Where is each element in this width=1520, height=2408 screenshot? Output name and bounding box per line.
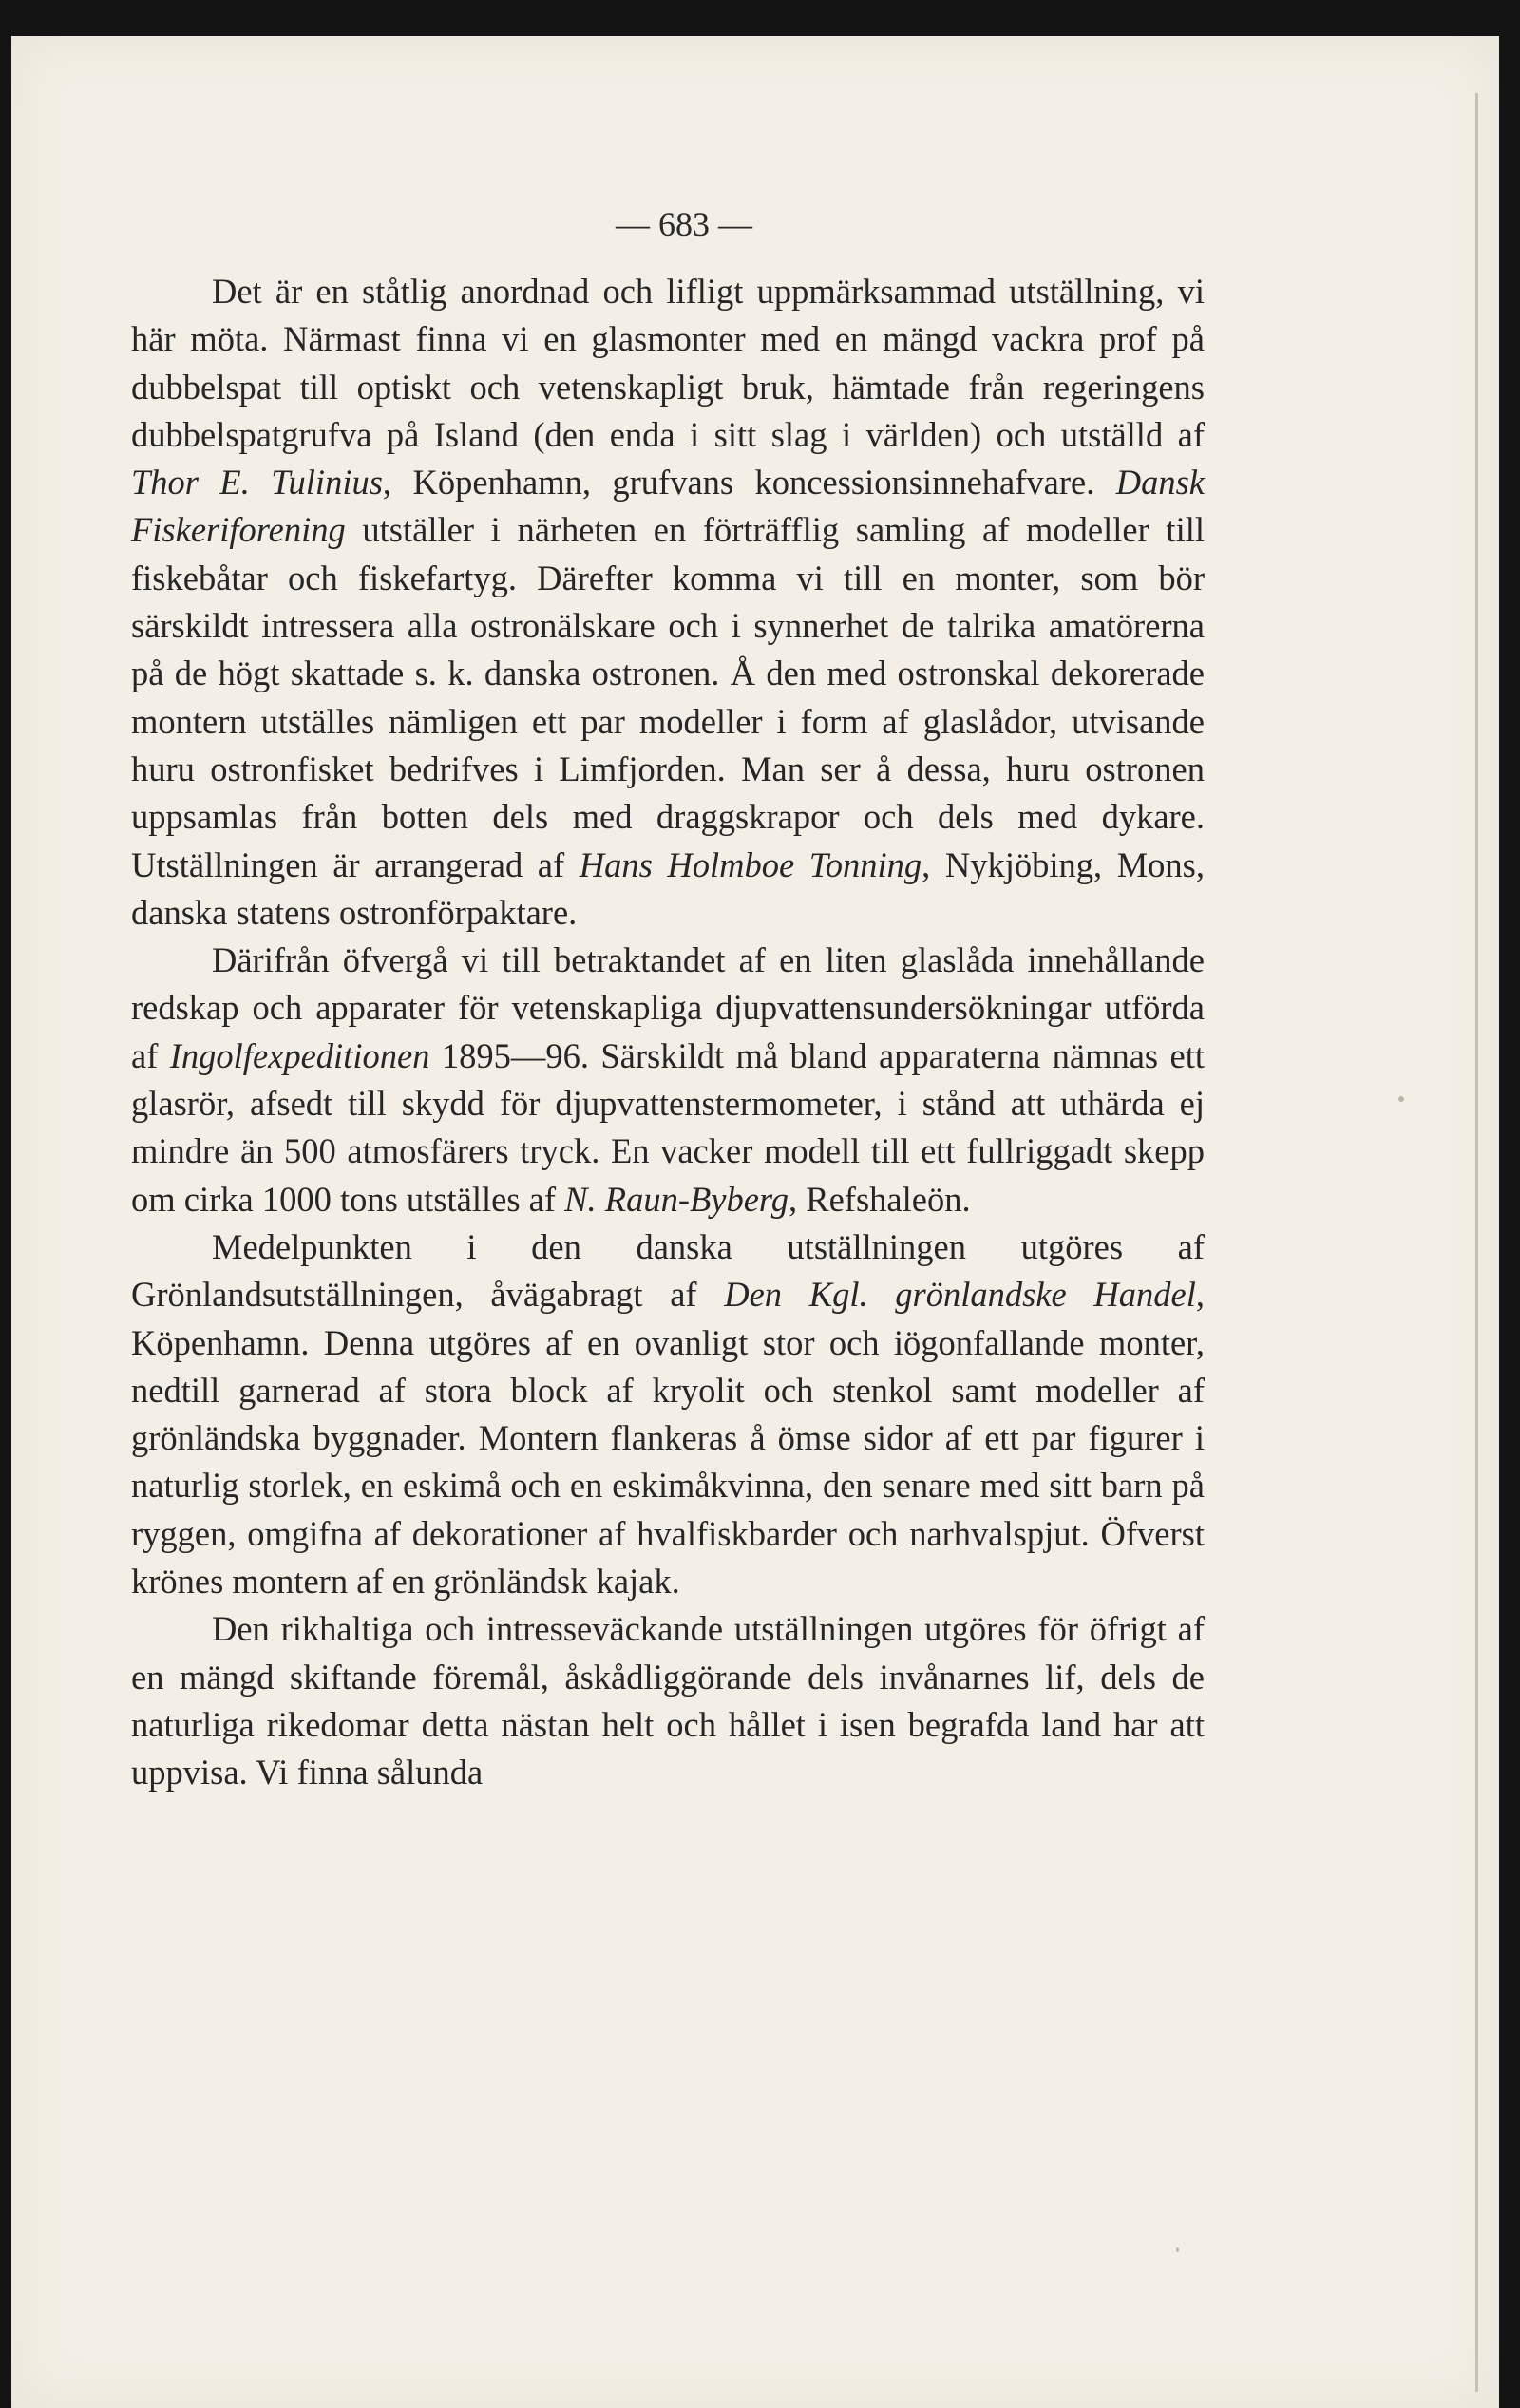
text-run: Det är en ståtlig anordnad och lifligt uppmärksammad utställning, vi här möta. Närmast finna vi en glasmonter med en mängd vackra prof på dubbelspat till optiskt och vetenskapligt bruk, hämtade från regeringens dubbelspatgrufva på Island (den enda i sitt slag i världen) och utställd af (131, 272, 1205, 454)
text-run: , Köpenhamn, grufvans koncessionsinnehafvare. (382, 463, 1116, 502)
text-run: Därifrån öfvergå vi till betraktandet af en liten glaslåda innehållande redskap och apparater för vetenskapliga djupvattensundersökningar utförda af (131, 940, 1205, 1075)
text-run: utställer i närheten en förträfflig samling af modeller till fiskebåtar och fiskefartyg. Därefter komma vi till en monter, som bör särskildt intressera alla ostronälskare och i synnerhet de talrika amatörerna på de högt skattade s. k. danska ostronen. Å den med ostronskal dekorerade montern utställes nämligen ett par modeller i form af glaslådor, utvisande huru ostronfisket bedrifves i Limfjorden. Man ser å dessa, huru ostronen uppsamlas från botten dels med draggskrapor och dels med dykare. Utställningen är arrangerad af (131, 510, 1205, 884)
italic-name: Den Kgl. grönlandske Handel (724, 1275, 1196, 1315)
text-run: Den rikhaltiga och intresseväckande utställningen utgöres för öfrigt af en mängd skiftande föremål, åskådliggörande dels invånarnes lif, dels de naturliga rikedomar detta nästan helt och hållet i isen begrafda land har att uppvisa. Vi finna sålunda (131, 1609, 1205, 1792)
paragraph (131, 937, 1205, 1223)
paragraph (131, 1223, 1205, 1605)
italic-name: Dansk Fiskeriforening (131, 463, 1205, 550)
paper-speck (1176, 2247, 1179, 2252)
paper-speck (1398, 1096, 1404, 1102)
text-run: , Refshaleön. (788, 1179, 971, 1219)
text-run: Medelpunkten i den danska utställningen utgöres af Grönlandsutställningen, åvägabragt af (131, 1226, 1205, 1315)
italic-name: N. Raun-Byberg (564, 1179, 789, 1219)
italic-name: Ingolfexpeditionen (169, 1035, 430, 1075)
paragraph (131, 1605, 1205, 1796)
italic-name: Thor E. Tulinius (131, 463, 383, 502)
italic-name: Hans Holmboe Tonning (579, 844, 922, 884)
paragraph (131, 268, 1205, 937)
text-run: , Nykjöbing, Mons, danska statens ostronförpaktare. (131, 844, 1205, 932)
text-run: 1895—96. Särskildt må bland apparaterna nämnas ett glasrör, afsedt till skydd för djupvattenstermometer, i stånd att uthärda ej mindre än 500 atmosfärers tryck. En vacker modell till ett fullriggadt skepp om cirka 1000 tons utställes af (131, 1035, 1205, 1219)
page-edge-shadow (1475, 93, 1478, 2392)
body-text (131, 268, 1205, 1797)
page-number: — 683 — (616, 205, 752, 243)
text-run: , Köpenhamn. Denna utgöres af en ovanligt stor och iögonfallande monter, nedtill garnerad af stora block af kryolit och stenkol samt modeller af grönländska byggnader. Montern flankeras å ömse sidor af ett par figurer i naturlig storlek, en eskimå och en eskimåkvinna, den senare med sitt barn på ryggen, omgifna af dekorationer af hvalfiskbarder och narhvalspjut. Öfverst krönes montern af en grönländsk kajak. (131, 1275, 1205, 1602)
